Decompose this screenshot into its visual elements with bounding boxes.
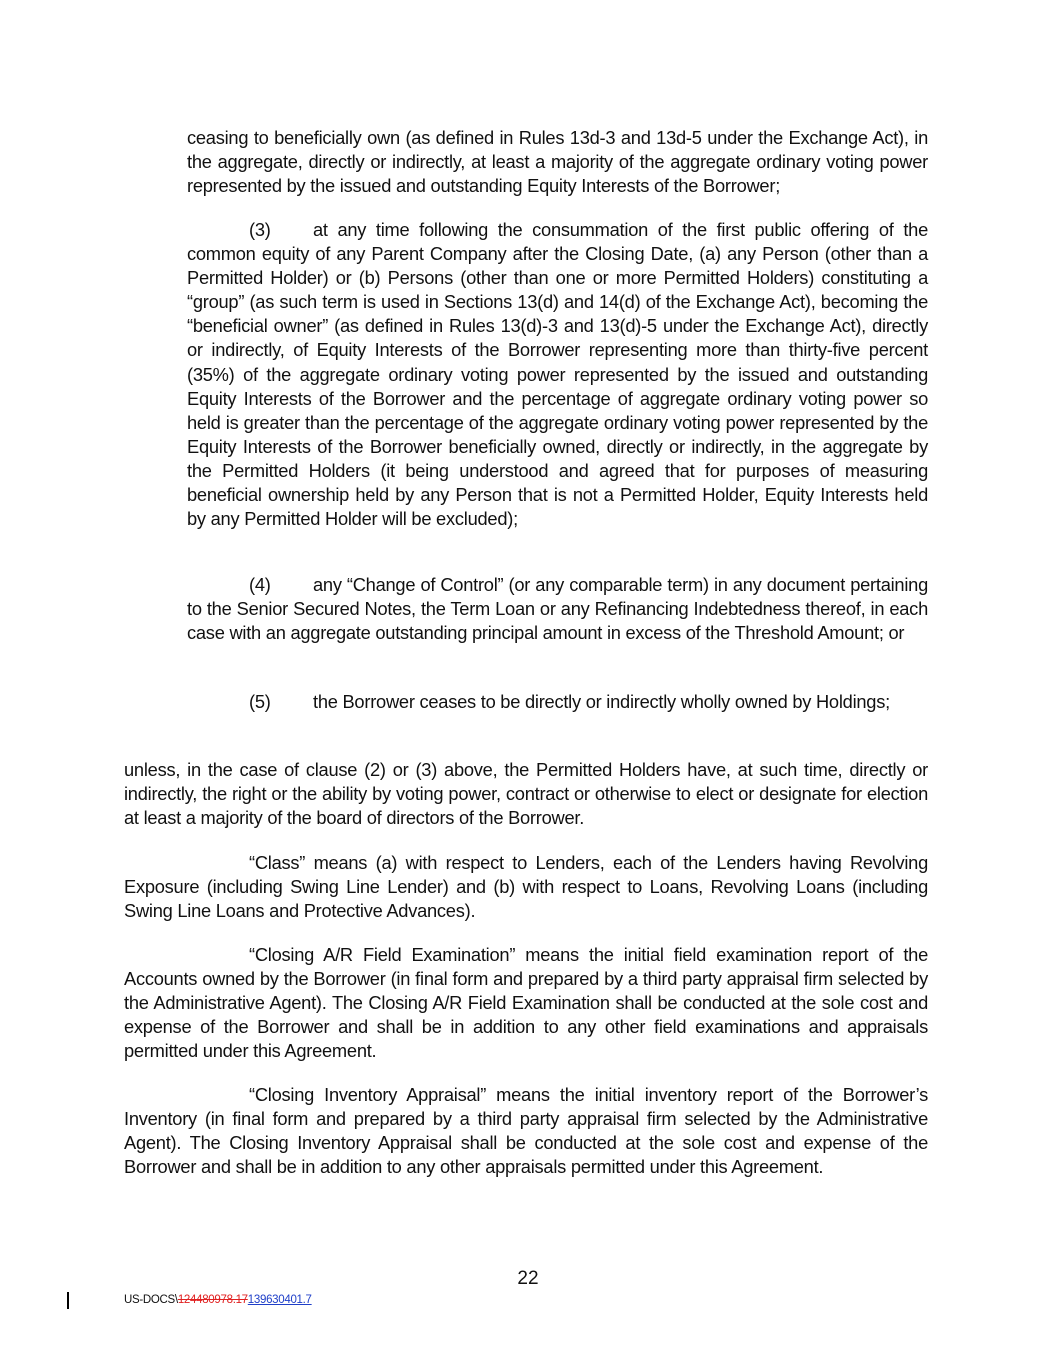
definition-closing-ar-field-examination [124,943,928,1063]
definition-closing-ar-field-examination-text: means the initial field examination report of the Accounts owned by the Borrower (in final form and prepared by a third party appraisal firm selected by the Administrative Agent). The Closing A/R Field Examination shall be conducted at the sole cost and expense of the Borrower and shall be in addition to any other field examinations and appraisals permitted under this Agreement. [124,944,928,1062]
clause-5-number: (5) [249,691,271,712]
deleted-doc-id: 124480978.17 [177,1294,248,1306]
clause-5-text: the Borrower ceases to be directly or indirectly wholly owned by Holdings; [313,691,890,712]
document-id [124,1294,312,1306]
clause-2-continuation: ceasing to beneficially own (as defined in Rules 13d-3 and 13d-5 under the Exchange Act), in the aggregate, directly or indirectly, at least a majority of the aggregate ordinary voting power represented by the issued and outstanding Equity Interests of the Borrower; [187,127,928,197]
clause-3 [187,218,928,531]
definition-closing-inventory-appraisal-text: means the initial inventory report of the Borrower’s Inventory (in final form and prepared by a third party appraisal firm selected by the Administrative Agent). The Closing Inventory Appraisal shall be conducted at the sole cost and expense of the Borrower and shall be in addition to any other appraisals permitted under this Agreement. [124,1084,929,1178]
page-number: 22 [517,1268,539,1289]
doc-id-prefix: US-DOCS\ [124,1294,178,1306]
defined-term-closing-inventory-appraisal: “Closing Inventory Appraisal” [249,1084,487,1105]
clause-4-text: any “Change of Control” (or any comparable term) in any document pertaining to the Senior Secured Notes, the Term Loan or any Refinancing Indebtedness thereof, in each case with an aggregate outstanding principal amount in excess of the Threshold Amount; or [187,574,928,644]
definition-closing-inventory-appraisal [124,1083,928,1179]
inserted-doc-id: 139630401.7 [247,1294,312,1306]
clause-5 [187,690,928,714]
clause-4-number: (4) [249,574,271,595]
defined-term-closing-ar-field-examination: “Closing A/R Field Examination” [249,944,516,965]
clause-4 [187,573,928,645]
clause-3-number: (3) [249,219,271,240]
definition-class [124,851,928,923]
definition-class-text: means (a) with respect to Lenders, each of the Lenders having Revolving Exposure (including Swing Line Lender) and (b) with respect to Loans, Revolving Loans (including Swing Line Loans and Protective Advances). [124,852,928,922]
proviso-paragraph: unless, in the case of clause (2) or (3) above, the Permitted Holders have, at such time, directly or indirectly, the right or the ability by voting power, contract or otherwise to elect or designate for election at least a majority of the board of directors of the Borrower. [124,759,928,829]
defined-term-class: “Class” [249,852,306,873]
change-bar [67,1292,69,1309]
clause-3-text: at any time following the consummation of the first public offering of the common equity of any Parent Company after the Closing Date, (a) any Person (other than a Permitted Holder) or (b) Persons (other than one or more Permitted Holders) constituting a “group” (as such term is used in Sections 13(d) and 14(d) of the Exchange Act), becoming the “beneficial owner” (as defined in Rules 13(d)-3 and 13(d)-5 under the Exchange Act), directly or indirectly, of Equity Interests of the Borrower representing more than thirty-five percent (35%) of the aggregate ordinary voting power represented by the issued and outstanding Equity Interests of the Borrower and the percentage of aggregate ordinary voting power so held is greater than the percentage of the aggregate ordinary voting power represented by the Equity Interests of the Borrower beneficially owned, directly or indirectly, in the aggregate by the Permitted Holders (it being understood and agreed that for purposes of measuring beneficial ownership held by any Person that is not a Permitted Holder, Equity Interests held by any Permitted Holder will be excluded); [187,219,928,530]
